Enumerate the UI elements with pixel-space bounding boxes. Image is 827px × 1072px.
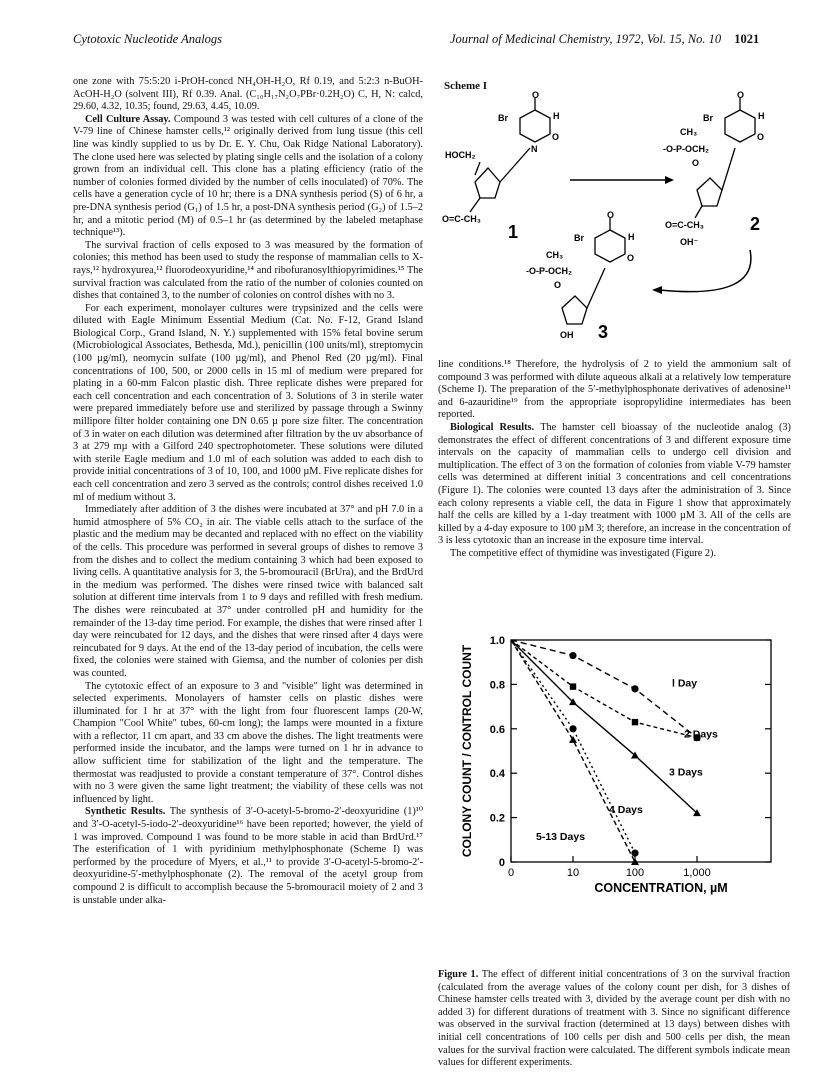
- y-axis-label: COLONY COUNT / CONTROL COUNT: [460, 644, 474, 858]
- y-tick-label: 0: [498, 857, 505, 869]
- data-point: [632, 719, 638, 725]
- label-acetyl-2: O=C-CH₃: [665, 220, 704, 230]
- running-header-left: Cytotoxic Nucleotide Analogs: [73, 32, 223, 46]
- label-oh-minus: OH⁻: [680, 237, 699, 247]
- paragraph-text: For each experiment, monolayer cultures were trypsinized and the cells were diluted with Eagle Minimum Essential Medium (Cat. No. F-12, Grand Island Biological Corp., Grand Island, N. Y.) supplemented with 15% fetal bovine serum (Microbiological Associates, Bethesda, Md.), penicillin (100 units/ml), streptomycin (100 µg/ml), neomycin sulfate (100 µg/ml), and Phenol Red (20 µg/ml). Final concentrations of 100, 500, or 2000 cells in 15 ml of medium were prepared for plating in a 60-mm Falcon plastic dish. Three replicate dishes were prepared for each cell concentration and each concentration of 3. Solutions of 3 in sterile water were prepared immediately before use and sterilized by passage through a Swinny millipore filter holder containing one DN 0.65 µ pore size filter. The concentration of 3 in water on each dilution was determined after filtration by the uv absorbance of 3 at 279 mµ with a Gilford 240 spectrophotometer. These solutions were diluted with sterile Eagle medium and 1.0 ml of each solution was added to each dish to provide initial concentrations of 3 of 10, 100, and 1000 µM. Five replicate dishes for each cell concentration and zero 3 served as the controls; control dishes received 1.0 ml of medium without 3.: [73, 302, 423, 503]
- left-column: [73, 76, 423, 907]
- section-heading: Synthetic Results.: [85, 806, 170, 818]
- paragraph: [73, 303, 423, 505]
- y-tick-label: 0.8: [489, 679, 505, 692]
- series-line: [511, 640, 697, 738]
- label-n-1: N: [531, 144, 538, 154]
- data-point: [631, 685, 638, 692]
- paragraph-text: Compound 3 was tested with cell cultures of a clone of the V-79 line of Chinese hamster cells,¹² originally derived from lung tissue (this cell line was kindly supplied to us by Dr. E. Y. Chu, Oak Ridge National Laboratory). The clone used here was selected by plating single cells and the isolation of a colony grown from an individual cell. This clone has a plating efficiency (ratio of the number of colonies formed divided by the number of cells inoculated) of 70%. The cells have a generation cycle of 10 hr; there is a DNA synthesis period (S) of 6 hr, a pre-DNA synthesis period (G₁) of 1.5 hr, a post-DNA synthesis period (G₂) of 1.5–2 hr, and a mitotic period (M) of 0.5–1 hr (as determined by the labeled metaphase technique¹³).: [73, 113, 423, 239]
- figure-1-caption: [438, 969, 790, 1070]
- x-tick-label: 10: [566, 867, 580, 879]
- series-label: l Day: [672, 677, 698, 690]
- label-ch3-3: CH₃: [546, 250, 564, 260]
- paragraph: [438, 548, 791, 561]
- label-hoch2: HOCH₂: [445, 150, 476, 160]
- data-point: [569, 725, 576, 732]
- arrow-head-1: [665, 176, 674, 184]
- series-line: [511, 640, 697, 813]
- y-tick-label: 1.0: [489, 635, 505, 647]
- label-o-top-1: O: [532, 90, 540, 100]
- paragraph-text: The survival fraction of cells exposed to 3 was measured by the formation of colonies; this method has been used to study the response of mammalian cells to X-rays,¹² hydroxyurea,¹² fluorodeoxyuridine,¹⁴ and ribofuranosylthiopyrimidines.¹⁵ The survival fraction was calculated from the ratio of the number of colonies counted on dishes that contained 3, to the number of colonies on control dishes with no 3.: [73, 239, 423, 302]
- page-number: 1021: [734, 32, 760, 46]
- x-axis-label: CONCENTRATION, µM: [594, 881, 728, 895]
- paragraph-text: The synthesis of 3′-O-acetyl-5-bromo-2′-deoxyuridine (1)¹⁰ and 3′-O-acetyl-5-iodo-2′-deoxyuridine¹⁶ have been reported; however, the yield of 1 was improved. Compound 1 was found to be more stable in acid than BrdUrd.¹⁷ The esterification of 1 with pyridinium methylphosphonate (Scheme I) was performed by the procedure of Myers, et al.,¹¹ to provide 3′-O-acetyl-5-bromo-2′-deoxyuridine-5′-methylphosphonate (2). The removal of the acetyl group from compound 2 is difficult to accomplish because the 5-bromouracil moiety of 2 and 3 is unstable under alka-: [73, 806, 423, 906]
- label-oh-3: OH: [560, 330, 574, 340]
- label-ch3-2: CH₃: [680, 127, 698, 137]
- scheme-diagram: [440, 90, 800, 340]
- right-column: [438, 359, 791, 561]
- journal-citation: Journal of Medicinal Chemistry, 1972, Vol. 15, No. 10: [450, 32, 722, 46]
- paragraph: [73, 114, 423, 240]
- label-phos-3: -O-P-OCH₂: [526, 266, 572, 276]
- series-label: 3 Days: [669, 766, 703, 779]
- label-o-top-2: O: [737, 90, 745, 100]
- label-o-side-2: O: [757, 132, 765, 142]
- label-acetyl-1: O=C-CH₃: [442, 214, 481, 224]
- label-o-phos-3: O: [554, 280, 562, 290]
- paragraph: [438, 422, 791, 548]
- paragraph: [73, 504, 423, 680]
- compound-number-3: 3: [598, 322, 609, 340]
- series-label: 2 Days: [684, 728, 718, 741]
- running-header-right: [450, 32, 759, 47]
- caption-label: Figure 1.: [438, 969, 479, 980]
- data-point: [631, 850, 638, 857]
- arrow-head-2: [652, 286, 662, 294]
- series-line: [511, 640, 635, 862]
- compound-number-2: 2: [750, 214, 761, 234]
- y-tick-label: 0.6: [489, 723, 505, 736]
- series-line: [511, 640, 697, 738]
- section-heading: Cell Culture Assay.: [85, 113, 174, 125]
- x-tick-label: 1,000: [683, 867, 711, 879]
- plot-frame: [511, 640, 771, 862]
- series-label: 5-13 Days: [536, 830, 586, 843]
- paragraph-text: The competitive effect of thymidine was investigated (Figure 2).: [450, 547, 717, 559]
- x-tick-label: 100: [625, 867, 645, 879]
- label-phos-2: -O-P-OCH₂: [663, 144, 709, 154]
- data-point: [569, 736, 577, 743]
- scheme-title: Scheme I: [444, 80, 488, 92]
- series-label: 4 Days: [609, 804, 643, 817]
- label-o-top-3: O: [607, 210, 615, 220]
- caption-text: The effect of different initial concentrations of 3 on the survival fraction (calculated from the average values of the colony count per dish, for 3 dishes of Chinese hamster cells treated with 3, divided by the average count per dish with no added 3) for different durations of treatment with 3. Since no significant difference was observed in the survival fraction (determined at 13 days) between dishes with initial cell concentrations of 100 cells per dish and 500 cells per dish, the mean values for the survival fraction were calculated. The different symbols indicate mean values for different experiments.: [438, 969, 791, 1069]
- paragraph-text: Immediately after addition of 3 the dishes were incubated at 37° and pH 7.0 in a humid atmosphere of 5% CO₂ in air. The viable cells attach to the surface of the plastic and the medium may be decanted and replaced with no effect on the viability of the cells. This procedure was performed in several groups of dishes to remove 3 from the dishes and to collect the medium containing 3 which had been exposed to living cells. A quantitative analysis for 3, the 5-bromouracil (BrUra), and the BrdUrd in the medium was performed. The dishes were rinsed twice with balanced salt solution at different time intervals from 1 to 9 days and refilled with fresh medium. The dishes were reincubated at 37° under controlled pH and humidity for the remainder of the 13-day time period. For example, the dishes that were rinsed after 1 day were reincubated for 12 days, and the dishes that were rinsed after 4 days were reincubated for 9 days. At the end of the 13-day period of incubation, the cells were fixed, the colonies were stained with Giemsa, and the number of colonies per dish was counted.: [73, 504, 423, 679]
- structure-1: [442, 90, 560, 242]
- section-heading: Biological Results.: [450, 421, 541, 433]
- label-o-side-3: O: [627, 253, 635, 263]
- x-tick-label: 0: [507, 867, 515, 879]
- paragraph-text: The hamster cell bioassay of the nucleotide analog (3) demonstrates the effect of different concentrations of 3 and different exposure time intervals on the capacity of mammalian cells to undergo cell division and multiplication. The effect of 3 on the formation of colonies from viable V-79 hamster cells was determined at different initial 3 concentrations and cell concentrations (Figure 1). The colonies were counted 13 days after the administration of 3. Since each colony represents a viable cell, the data in Figure 1 show that approximately half the cells are killed by a 1-day treatment with 1000 µM 3. All of the cells are killed by a 4-day exposure to 100 µM 3; therefore, an increase in the concentration of 3 is less cytotoxic than an increase in the exposure time interval.: [438, 421, 791, 547]
- paragraph: [73, 806, 423, 907]
- y-tick-label: 0.2: [489, 812, 505, 825]
- data-point: [570, 683, 576, 689]
- series-line: [511, 640, 635, 853]
- paragraph-text: line conditions.¹⁸ Therefore, the hydrolysis of 2 to yield the ammonium salt of compound 3 was performed with dilute aqueous alkali at a relatively low temperature (Scheme I). The preparation of the 5′-methylphosphonate derivatives of adenosine¹¹ and 6-azauridine¹⁹ from the appropriate isopropylidine intermediates has been reported.: [438, 359, 791, 421]
- label-nh-3: H: [628, 232, 635, 242]
- y-tick-label: 0.4: [489, 768, 505, 781]
- label-br-2: Br: [703, 113, 714, 123]
- paragraph: [438, 359, 791, 422]
- label-nh-1: H: [553, 111, 560, 121]
- figure-1-chart: [436, 632, 796, 962]
- paragraph-text: one zone with 75:5:20 i-PrOH-concd NH₄OH-H₂O, Rf 0.19, and 5:2:3 n-BuOH-AcOH-H₂O (solvent III), Rf 0.39. Anal. (C₁₀H₁₇N₂O₇PBr·0.2H₂O) C, H, N: calcd, 29.60, 4.32, 10.35; found, 29.63, 4.45, 10.09.: [73, 76, 423, 113]
- compound-number-1: 1: [508, 222, 519, 242]
- structure-3: [526, 210, 635, 340]
- label-o-side-1: O: [552, 132, 560, 142]
- paragraph: [73, 681, 423, 807]
- label-o-phos-2: O: [692, 158, 700, 168]
- paragraph: [73, 240, 423, 303]
- reaction-arrow-2: [660, 250, 751, 292]
- label-br-3: Br: [574, 233, 585, 243]
- data-point: [569, 652, 576, 659]
- structure-2: [663, 90, 765, 234]
- label-br-1: Br: [498, 113, 509, 123]
- paragraph: [73, 76, 423, 114]
- label-nh-2: H: [758, 111, 765, 121]
- paragraph-text: The cytotoxic effect of an exposure to 3 and "visible" light was determined in selected experiments. Monolayers of hamster cells on plastic dishes were illuminated for 1 hr at 37° with the light from four fluorescent lamps (20-W, Champion "Cool White" tubes, 60-cm long); the lamps were mounted in a fixture with a reflector, 11 cm apart, and 33 cm above the dishes. The light treatments were performed inside the incubator, and the lamps were turned on 1 hr in advance to allow sufficient time for stabilization of the light and the temperature. The thermostat was readjusted to provide a constant temperature of 37°. Control dishes with no 3 were given the same light treatment; the viability of these cells was not influenced by light.: [73, 680, 423, 805]
